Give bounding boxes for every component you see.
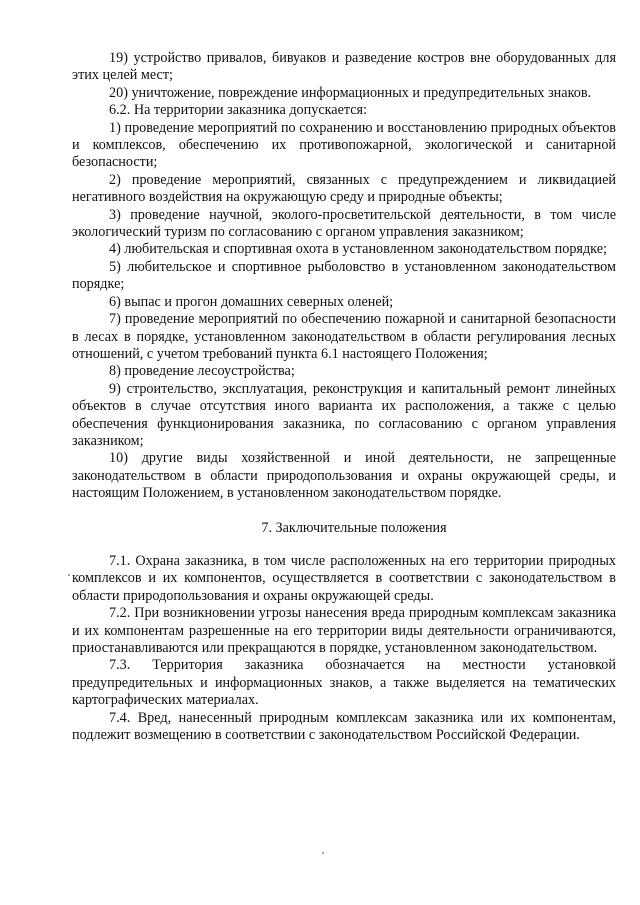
paragraph-allowed-10: 10) другие виды хозяйственной и иной деятельности, не запрещенные законодательством в области природопользования и охраны окружающей среды, и настоящим Положением, в установленном законодательством порядке. <box>72 450 616 502</box>
paragraph-item-19: 19) устройство привалов, бивуаков и разведение костров вне оборудованных для этих целей мест; <box>72 50 616 84</box>
paragraph-allowed-1: 1) проведение мероприятий по сохранению и восстановлению природных объектов и комплексов, обеспечению их противопожарной, экологической и санитарной безопасности; <box>72 119 616 171</box>
paragraph-allowed-3: 3) проведение научной, эколого-просветительской деятельности, в том числе экологический туризм по согласованию с органом управления заказником; <box>72 206 616 241</box>
paragraph-allowed-7: 7) проведение мероприятий по обеспечению пожарной и санитарной безопасности в лесах в порядке, установленном законодательством в области регулирования лесных отношений, с учетом требований пункта 6.1 настоящего Положения; <box>72 311 616 362</box>
paragraph-allowed-4: 4) любительская и спортивная охота в установленном законодательством порядке; <box>109 241 607 258</box>
scan-speck <box>68 574 70 576</box>
document-page <box>72 50 616 744</box>
paragraph-allowed-2: 2) проведение мероприятий, связанных с предупреждением и ликвидацией негативного воздействия на окружающую среду и природные объекты; <box>72 171 616 206</box>
paragraph-7-1: 7.1. Охрана заказника, в том числе расположенных на его территории природных комплексов и их компонентов, осуществляется в соответствии с законодательством в области природопользования и охраны окружающей среды. <box>72 552 616 604</box>
paragraph-allowed-8: 8) проведение лесоустройства; <box>109 363 295 380</box>
scan-speck <box>322 852 324 854</box>
paragraph-6-2: 6.2. На территории заказника допускается: <box>109 102 368 119</box>
paragraph-allowed-5: 5) любительское и спортивное рыболовство в установленном законодательством порядке; <box>72 258 616 293</box>
paragraph-allowed-9: 9) строительство, эксплуатация, реконструкция и капитальный ремонт линейных объектов в случае отсутствия иного варианта их расположения, а также с целью обеспечения функционирования заказника, по согласованию с органом управления заказником; <box>72 380 616 449</box>
section-7 <box>72 553 616 744</box>
paragraph-item-20: 20) уничтожение, повреждение информационных и предупредительных знаков. <box>109 84 592 101</box>
section-7-heading: 7. Заключительные положения <box>261 519 447 536</box>
section-6-continued <box>72 50 616 503</box>
paragraph-7-4: 7.4. Вред, нанесенный природным комплексам заказника или их компонентам, подлежит возмещению в соответствии с законодательством Российской Федерации. <box>72 709 616 744</box>
paragraph-allowed-6: 6) выпас и прогон домашних северных оленей; <box>109 293 394 310</box>
paragraph-7-2: 7.2. При возникновении угрозы нанесения вреда природным комплексам заказника и их компонентам разрешенные на его территории виды деятельности ограничиваются, приостанавливаются или прекращаются в порядке, установленном законодательством. <box>72 605 616 656</box>
paragraph-7-3: 7.3. Территория заказника обозначается на местности установкой предупредительных и информационных знаков, а также выделяется на тематических картографических материалах. <box>72 657 616 709</box>
